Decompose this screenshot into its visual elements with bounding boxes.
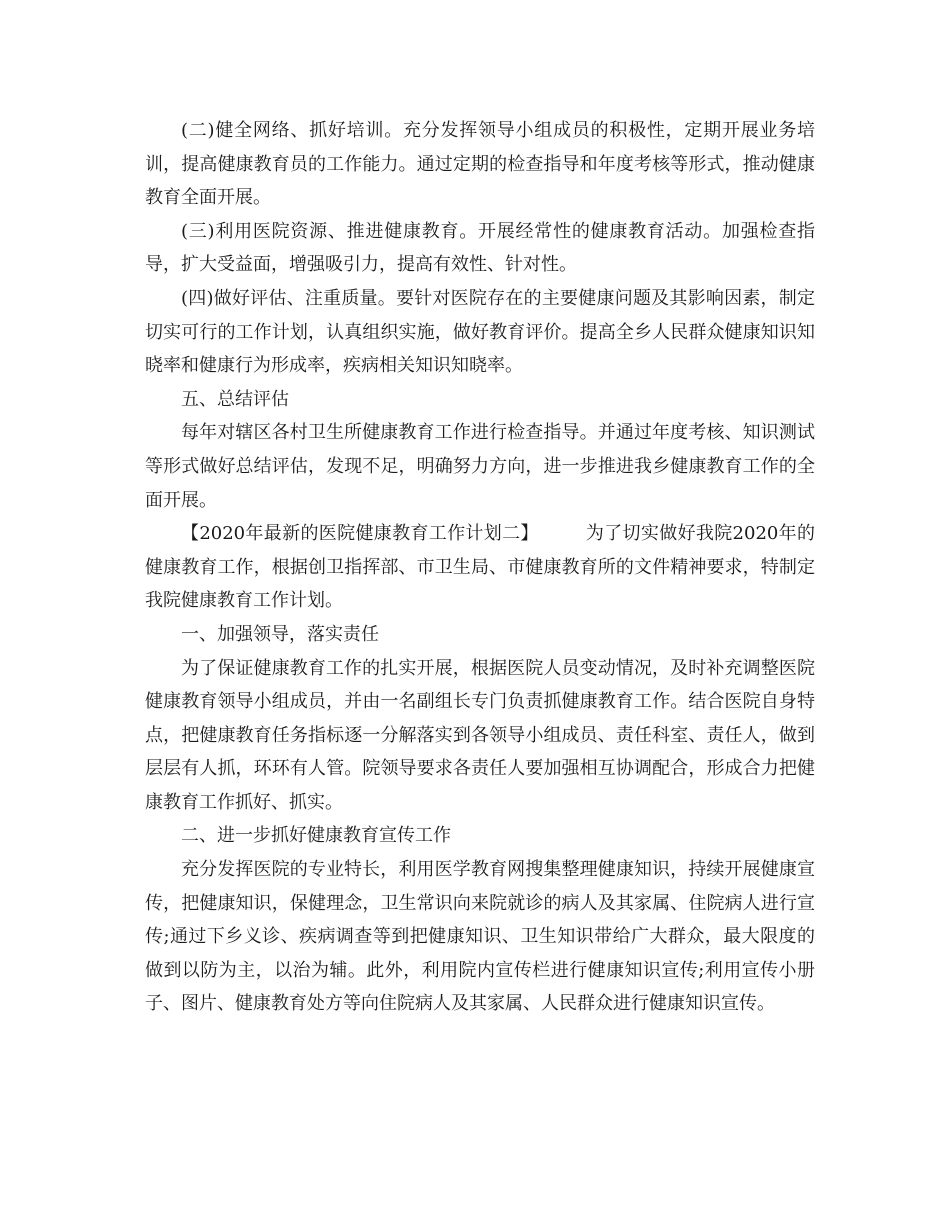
- paragraph-annual-assessment: 每年对辖区各村卫生所健康教育工作进行检查指导。并通过年度考核、知识测试等形式做好总结评估，发现不足，明确努力方向，进一步推进我乡健康教育工作的全面开展。: [145, 422, 815, 511]
- paragraph-network-training: (二)健全网络、抓好培训。充分发挥领导小组成员的积极性，定期开展业务培训，提高健康教育员的工作能力。通过定期的检查指导和年度考核等形式，推动健康教育全面开展。: [145, 120, 815, 209]
- paragraph-publicity-work: 充分发挥医院的专业特长，利用医学教育网搜集整理健康知识，持续开展健康宣传，把健康知识，保健理念，卫生常识向来院就诊的病人及其家属、住院病人进行宣传;通过下乡义诊、疾病调查等到把健康知识、卫生知识带给广大群众，最大限度的做到以防为主，以治为辅。此外，利用院内宣传栏进行健康知识宣传;利用宣传小册子、图片、健康教育处方等向住院病人及其家属、人民群众进行健康知识宣传。: [145, 859, 815, 1015]
- section-heading-summary: 五、总结评估: [181, 388, 289, 410]
- plan-two-title: 【2020年最新的医院健康教育工作计划二】: [181, 523, 539, 545]
- paragraph-evaluation-quality: (四)做好评估、注重质量。要针对医院存在的主要健康问题及其影响因素，制定切实可行的工作计划，认真组织实施，做好教育评价。提高全乡人民群众健康知识知晓率和健康行为形成率，疾病相关知识知晓率。: [145, 287, 815, 377]
- paragraph-plan-two-intro: [145, 517, 815, 618]
- paragraph-hospital-resources: (三)利用医院资源、推进健康教育。开展经常性的健康教育活动。加强检查指导，扩大受益面，增强吸引力，提高有效性、针对性。: [145, 220, 815, 276]
- section-heading-publicity: 二、进一步抓好健康教育宣传工作: [181, 825, 451, 847]
- document-body: [145, 114, 815, 1021]
- section-heading-leadership: 一、加强领导，落实责任: [181, 623, 379, 645]
- paragraph-leadership-responsibility: 为了保证健康教育工作的扎实开展，根据医院人员变动情况，及时补充调整医院健康教育领导小组成员，并由一名副组长专门负责抓健康教育工作。结合医院自身特点，把健康教育任务指标逐一分解落实到各领导小组成员、责任科室、责任人，做到层层有人抓，环环有人管。院领导要求各责任人要加强相互协调配合，形成合力把健康教育工作抓好、抓实。: [145, 657, 815, 813]
- plan-two-intro-text: 为了切实做好我院2020年的健康教育工作，根据创卫指挥部、市卫生局、市健康教育所的文件精神要求，特制定我院健康教育工作计划。: [145, 523, 816, 612]
